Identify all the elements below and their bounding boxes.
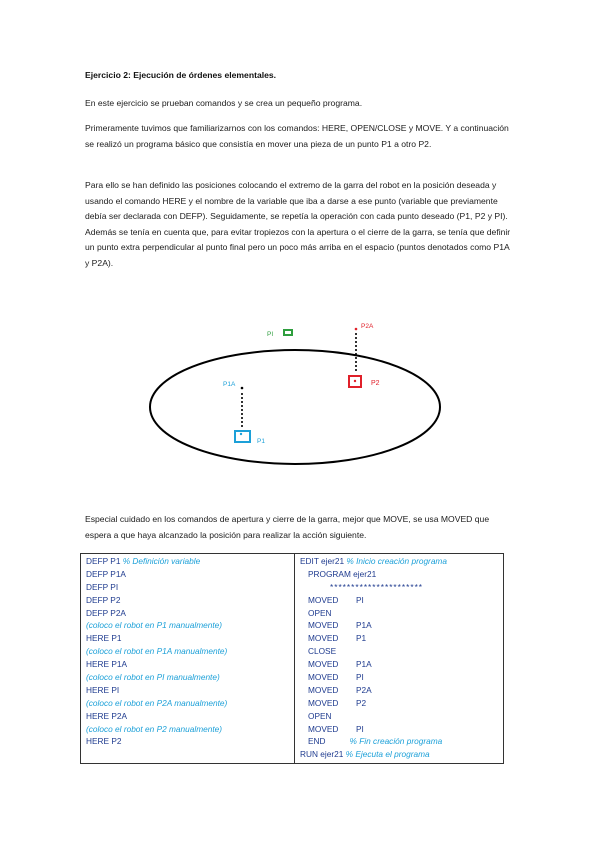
- definition-line: [86, 619, 289, 632]
- program-step: [300, 632, 498, 645]
- definition-command: DEFP P1: [86, 556, 121, 566]
- end-comment: % Fin creación programa: [349, 736, 443, 747]
- definition-line: [86, 568, 289, 581]
- program-step: [300, 594, 498, 607]
- definition-comment: (coloco el robot en P1A manualmente): [86, 646, 228, 657]
- commands-paragraph: Primeramente tuvimos que familiarizarnos con los comandos: HERE, OPEN/CLOSE y MOVE. Y a continuación se realizó un programa básico que consistía en mover una pieza de un punto P1 a otro P2.: [85, 123, 509, 149]
- definition-line: [86, 658, 289, 671]
- p1-label: P1: [257, 438, 265, 445]
- program-step: [300, 723, 498, 736]
- definition-line: [86, 684, 289, 697]
- definition-comment: (coloco el robot en P1 manualmente): [86, 620, 223, 631]
- stars-line: **********************: [330, 581, 424, 592]
- step-command: MOVED: [308, 723, 339, 734]
- intro-paragraph: En este ejercicio se prueban comandos y se crea un pequeño programa.: [85, 98, 363, 108]
- p2a-marker: [355, 328, 358, 331]
- step-command: MOVED: [308, 594, 339, 605]
- definition-line: [86, 723, 289, 736]
- program-step: [300, 645, 498, 658]
- step-argument: P2: [356, 697, 367, 708]
- step-command: MOVED: [308, 672, 339, 683]
- step-command: CLOSE: [308, 646, 337, 657]
- definition-command: DEFP P2: [86, 594, 121, 605]
- program-step: [300, 671, 498, 684]
- definition-line: [86, 632, 289, 645]
- program-column: [295, 554, 504, 764]
- definition-line: [86, 645, 289, 658]
- definition-line: [86, 710, 289, 723]
- step-command: MOVED: [308, 633, 339, 644]
- step-command: MOVED: [308, 659, 339, 670]
- definition-command: HERE P1A: [86, 659, 128, 670]
- definition-comment: (coloco el robot en P2 manualmente): [86, 723, 223, 734]
- p2a-label: P2A: [361, 323, 374, 330]
- definition-comment: (coloco el robot en PI manualmente): [86, 672, 220, 683]
- pi-marker: [284, 330, 292, 335]
- definition-comment: % Definición variable: [120, 556, 201, 566]
- p1-marker: [235, 431, 250, 442]
- definition-command: DEFP P1A: [86, 568, 126, 579]
- definition-command: HERE P2A: [86, 710, 128, 721]
- step-command: MOVED: [308, 684, 339, 695]
- definition-line: [86, 607, 289, 620]
- program-step: [300, 684, 498, 697]
- run-command: RUN ejer21: [300, 749, 344, 760]
- step-argument: PI: [356, 594, 364, 605]
- definition-line: [86, 581, 289, 594]
- definition-comment: (coloco el robot en P2A manualmente): [86, 697, 228, 708]
- run-comment: % Ejecuta el programa: [343, 749, 430, 760]
- step-command: OPEN: [308, 607, 332, 618]
- step-command: OPEN: [308, 710, 332, 721]
- definition-line: [86, 735, 289, 748]
- step-argument: P1A: [356, 620, 372, 631]
- program-step: [300, 607, 498, 620]
- pi-label: PI: [267, 331, 274, 338]
- code-table: [80, 553, 504, 764]
- step-argument: P2A: [356, 684, 372, 695]
- program-step: [300, 658, 498, 671]
- section-heading: Ejercicio 2: Ejecución de órdenes elementales.: [85, 70, 277, 80]
- p2-label: P2: [371, 380, 380, 387]
- step-argument: PI: [356, 672, 364, 683]
- program-step: [300, 619, 498, 632]
- workspace-diagram: [140, 315, 460, 470]
- definition-command: DEFP PI: [86, 581, 119, 592]
- definition-command: HERE P1: [86, 633, 122, 644]
- end-line: [300, 735, 498, 748]
- step-argument: P1: [356, 633, 367, 644]
- edit-command: EDIT ejer21: [300, 556, 345, 566]
- definitions-column: [81, 554, 295, 764]
- run-line: [300, 748, 498, 761]
- positions-paragraph: Para ello se han definido las posiciones colocando el extremo de la garra del robot en la posición deseada y usando el comando HERE y el nombre de la variable que iba a darse a ese punto (variable que previamente debía ser declarada con DEFP). Seguidamente, se repetía la operación con cada punto deseado (P1, P2 y PI). Además se tenía en cuenta que, para evitar tropiezos con la apertura o el cierre de la garra, se tenía que definir un punto extra perpendicular al punto final pero un poco más arriba en el espacio (puntos denotados como P1A y P2A).: [85, 180, 511, 268]
- end-command: END: [308, 736, 326, 747]
- definition-line: [86, 671, 289, 684]
- step-argument: PI: [356, 723, 364, 734]
- moved-paragraph: Especial cuidado en los comandos de apertura y cierre de la garra, mejor que MOVE, se usa MOVED que espera a que haya alcanzado la posición para realizar la acción siguiente.: [85, 514, 490, 540]
- workspace-ellipse: [150, 350, 440, 464]
- step-command: MOVED: [308, 697, 339, 708]
- definition-line: [86, 555, 289, 568]
- step-argument: P1A: [356, 659, 372, 670]
- step-command: MOVED: [308, 620, 339, 631]
- definition-command: HERE PI: [86, 684, 120, 695]
- p1a-label: P1A: [223, 381, 236, 388]
- edit-line: [300, 555, 498, 568]
- definition-line: [86, 594, 289, 607]
- definition-command: DEFP P2A: [86, 607, 126, 618]
- program-step: [300, 710, 498, 723]
- definition-line: [86, 697, 289, 710]
- definition-command: HERE P2: [86, 736, 122, 747]
- p1a-marker: [241, 387, 244, 390]
- program-step: [300, 697, 498, 710]
- program-line: PROGRAM ejer21: [308, 568, 377, 579]
- edit-comment: % Inicio creación programa: [344, 556, 447, 566]
